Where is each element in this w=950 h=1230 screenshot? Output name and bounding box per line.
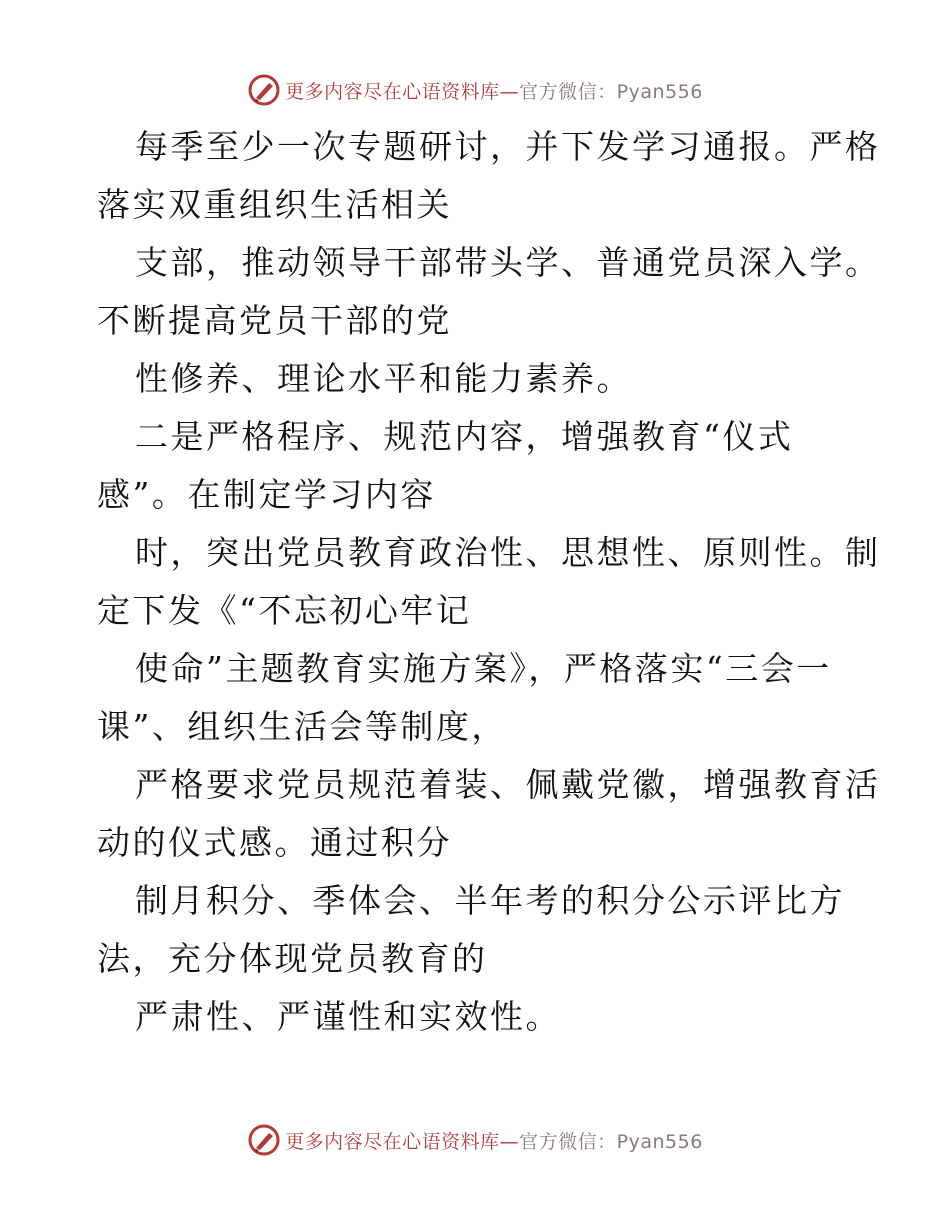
banner-wechat: 官方微信：Pyan556 — [519, 80, 703, 103]
text-line: 严格要求党员规范着装、佩戴党徽，增强教育活 — [135, 765, 881, 804]
text-line: 二是严格程序、规范内容，增强教育“仪式 — [135, 417, 794, 456]
text-line: 法，充分体现党员教育的 — [97, 939, 488, 978]
text-line: 每季至少一次专题研讨，并下发学习通报。严格 — [135, 127, 881, 166]
text-line: 制月积分、季体会、半年考的积分公示评比方 — [135, 881, 845, 920]
footer-banner — [0, 1122, 950, 1158]
brush-pen-logo-icon — [247, 1123, 281, 1157]
header-banner — [0, 72, 950, 108]
banner-text: 更多内容尽在心语资料库—官方微信：Pyan556 — [285, 1130, 703, 1153]
text-line: 支部，推动领导干部带头学、普通党员深入学。 — [135, 243, 881, 282]
text-line: 不断提高党员干部的党 — [97, 301, 452, 340]
text-line: 动的仪式感。通过积分 — [97, 823, 452, 862]
text-line: 时，突出党员教育政治性、思想性、原则性。制 — [135, 533, 881, 572]
text-line: 落实双重组织生活相关 — [97, 185, 452, 224]
text-line: 严肃性、严谨性和实效性。 — [135, 997, 561, 1036]
document-body — [97, 118, 881, 1046]
banner-wechat: 官方微信：Pyan556 — [519, 1130, 703, 1153]
text-line: 感”。在制定学习内容 — [97, 475, 436, 514]
text-line: 使命”主题教育实施方案》，严格落实“三会一 — [135, 649, 832, 688]
brush-pen-logo-icon — [247, 73, 281, 107]
text-line: 定下发《“不忘初心牢记 — [97, 591, 472, 630]
text-line: 性修养、理论水平和能力素养。 — [135, 359, 632, 398]
banner-text: 更多内容尽在心语资料库—官方微信：Pyan556 — [285, 80, 703, 103]
text-line: 课”、组织生活会等制度， — [97, 707, 507, 746]
